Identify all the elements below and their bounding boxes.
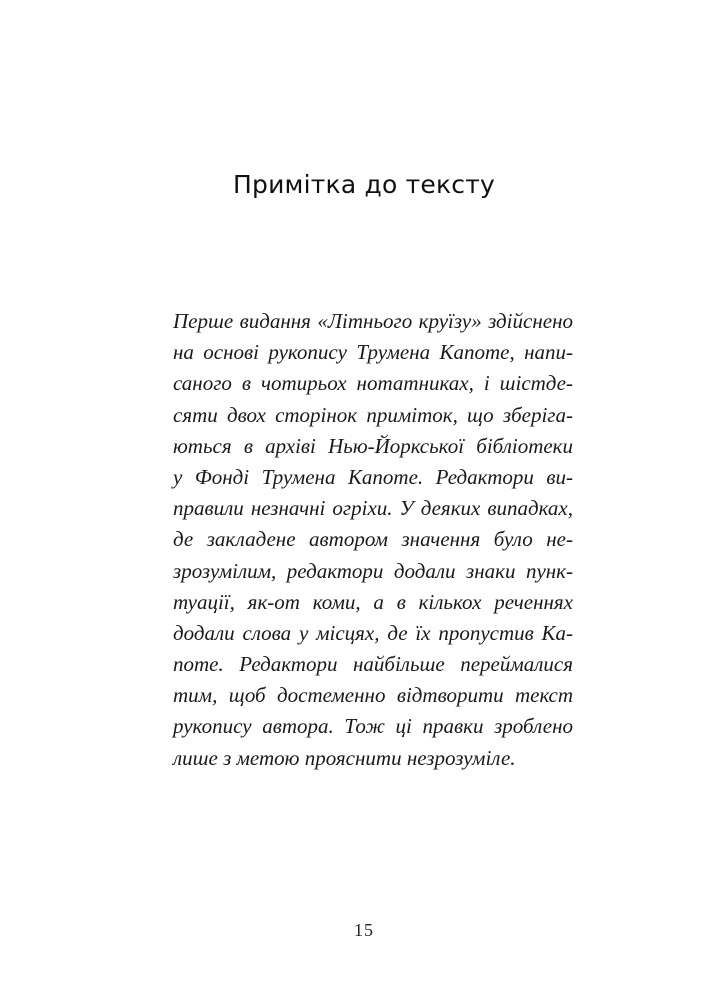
text-line: додали слова у місцях, де їх пропустив Ка-: [173, 620, 573, 645]
text-line: де закладене автором значення було не-: [173, 527, 573, 552]
text-line: Перше видання «Літнього круїзу» здійснено: [173, 309, 573, 333]
text-line: рукопису автора. Тож ці правки зроблено: [173, 714, 573, 739]
text-line: сяти двох сторінок приміток, що зберіга-: [173, 402, 573, 427]
text-line: зрозумілим, редактори додали знаки пунк-: [173, 558, 573, 583]
text-line: туації, як-от коми, а в кількох реченнях: [173, 589, 573, 614]
page-number: 15: [354, 920, 374, 940]
text-line: лише з метою прояснити незрозуміле.: [173, 745, 516, 770]
text-line: саного в чотирьох нотатниках, і шістде-: [173, 371, 573, 396]
body-paragraph: [173, 306, 573, 774]
text-line: правили незначні огріхи. У деяких випадках,: [173, 496, 573, 521]
text-line: ються в архіві Нью-Йоркської бібліотеки: [173, 433, 573, 458]
text-line: у Фонді Трумена Капоте. Редактори ви-: [173, 464, 573, 489]
text-line: на основі рукопису Трумена Капоте, напи-: [173, 340, 573, 365]
text-line: тим, щоб достеменно відтворити текст: [173, 683, 573, 708]
text-line: поте. Редактори найбільше переймалися: [173, 652, 573, 677]
page-title: Примітка до тексту: [233, 170, 495, 199]
